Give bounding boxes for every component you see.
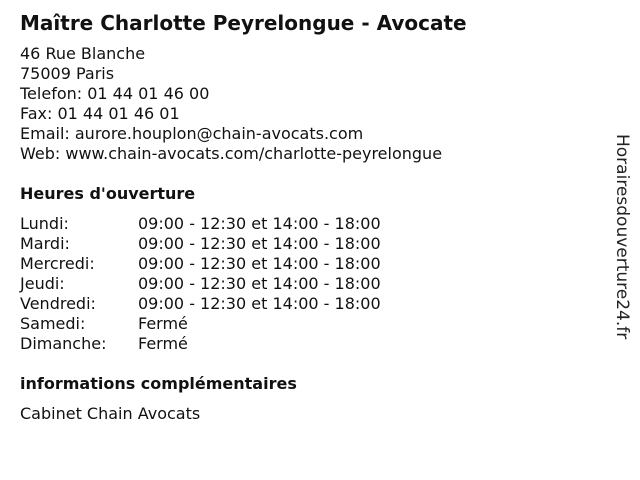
hours-row-saturday xyxy=(20,314,440,334)
hours-row-sunday xyxy=(20,334,440,354)
time-value: Fermé xyxy=(138,314,188,333)
hours-heading: Heures d'ouverture xyxy=(20,184,196,203)
day-label: Dimanche: xyxy=(20,334,107,353)
address-city: 75009 Paris xyxy=(20,64,115,83)
time-value: 09:00 - 12:30 et 14:00 - 18:00 xyxy=(138,294,381,313)
hours-row-monday xyxy=(20,214,440,234)
opening-hours-table xyxy=(20,214,440,354)
day-label: Lundi: xyxy=(20,214,69,233)
address-street: 46 Rue Blanche xyxy=(20,44,146,63)
email-line: Email: aurore.houplon@chain-avocats.com xyxy=(20,124,364,143)
hours-row-friday xyxy=(20,294,440,314)
day-label: Samedi: xyxy=(20,314,86,333)
info-heading: informations complémentaires xyxy=(20,374,297,393)
time-value: 09:00 - 12:30 et 14:00 - 18:00 xyxy=(138,274,381,293)
phone-line: Telefon: 01 44 01 46 00 xyxy=(20,84,210,103)
day-label: Jeudi: xyxy=(20,274,65,293)
hours-row-tuesday xyxy=(20,234,440,254)
time-value: 09:00 - 12:30 et 14:00 - 18:00 xyxy=(138,234,381,253)
fax-line: Fax: 01 44 01 46 01 xyxy=(20,104,180,123)
time-value: 09:00 - 12:30 et 14:00 - 18:00 xyxy=(138,214,381,233)
info-text: Cabinet Chain Avocats xyxy=(20,404,201,423)
web-line: Web: www.chain-avocats.com/charlotte-peyrelongue xyxy=(20,144,443,163)
hours-row-wednesday xyxy=(20,254,440,274)
day-label: Vendredi: xyxy=(20,294,96,313)
day-label: Mardi: xyxy=(20,234,70,253)
contact-block xyxy=(20,44,442,164)
time-value: Fermé xyxy=(138,334,188,353)
time-value: 09:00 - 12:30 et 14:00 - 18:00 xyxy=(138,254,381,273)
hours-row-thursday xyxy=(20,274,440,294)
site-watermark: Horairesdouverture24.fr xyxy=(612,134,632,340)
page-title: Maître Charlotte Peyrelongue - Avocate xyxy=(20,11,467,35)
day-label: Mercredi: xyxy=(20,254,95,273)
